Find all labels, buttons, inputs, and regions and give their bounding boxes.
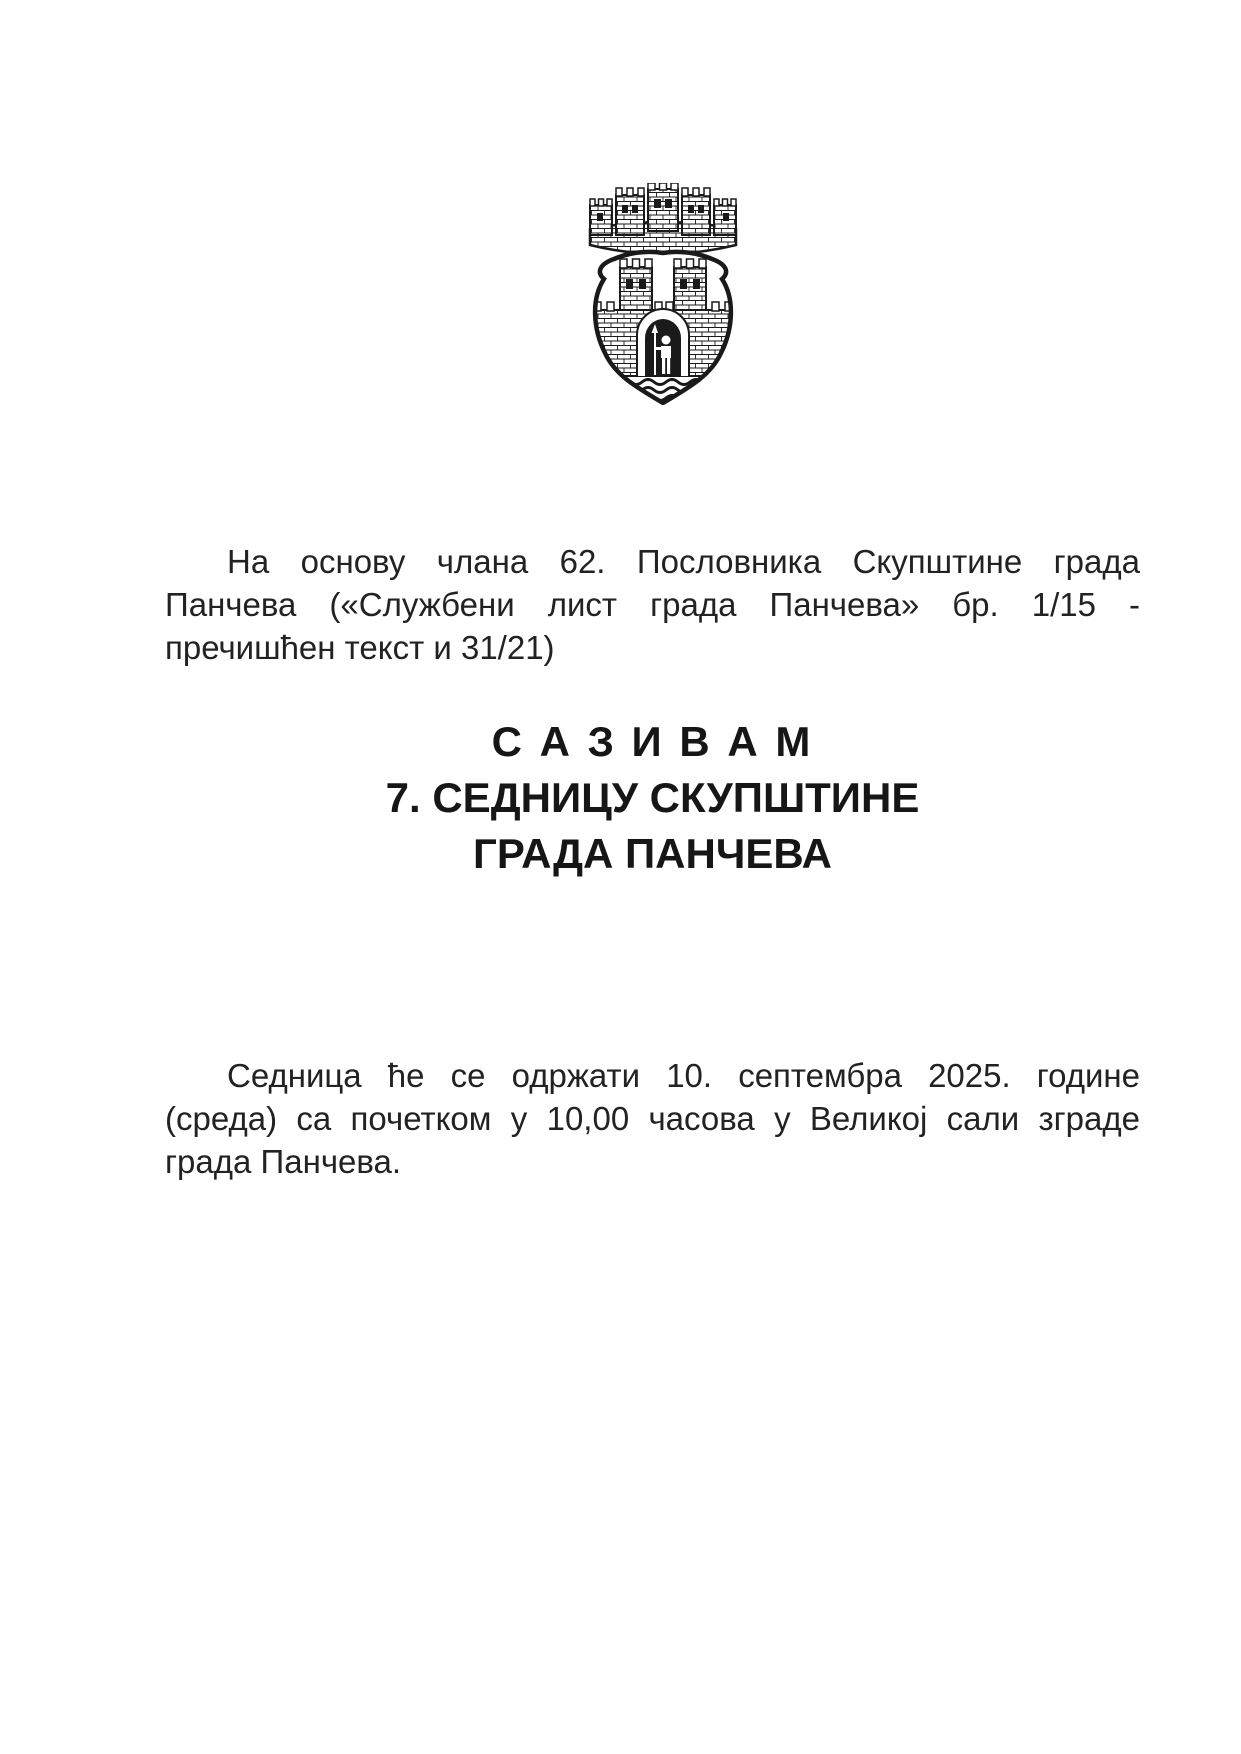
heading-city-name: ГРАДА ПАНЧЕВА [473,830,832,877]
coat-of-arms-icon [588,183,738,405]
heading-session-number: 7. СЕДНИЦУ СКУПШТИНЕ [385,774,920,821]
convocation-heading [165,714,1140,882]
intro-line-3: пречишћен текст и 31/21) [165,629,555,666]
session-line-3: града Панчева. [165,1143,402,1180]
heading-sazivam: С А З И В А М [491,718,814,765]
intro-paragraph [165,540,1140,669]
session-line-2: (среда) са почетком у 10,00 часова у Великој сали зграде [165,1100,1140,1137]
session-details-paragraph [165,1054,1140,1183]
session-line-1: Седница ће се одржати 10. септембра 2025. године [227,1057,1140,1094]
intro-line-1: На основу члана 62. Пословника Скупштине града [227,543,1140,580]
pancevo-coat-of-arms [588,183,738,405]
intro-line-2: Панчева («Службени лист града Панчева» бр. 1/15 - [165,586,1140,623]
